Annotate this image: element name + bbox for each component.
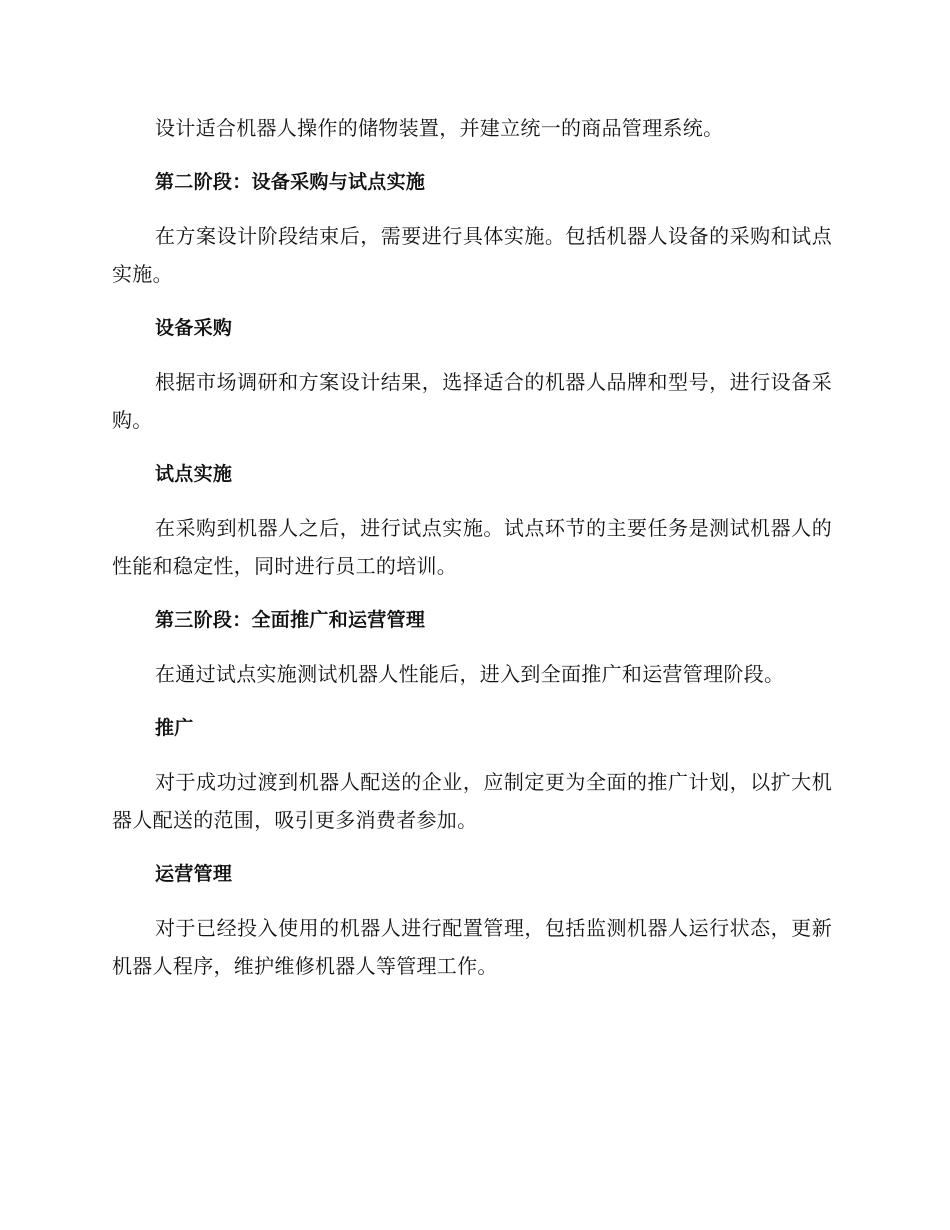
section-heading: 第三阶段：全面推广和运营管理 xyxy=(155,609,426,631)
paragraph: 在方案设计阶段结束后，需要进行具体实施。包括机器人设备的采购和试点实施。 xyxy=(112,224,832,286)
paragraph: 设计适合机器人操作的储物装置，并建立统一的商品管理系统。 xyxy=(155,116,724,140)
paragraph: 在通过试点实施测试机器人性能后，进入到全面推广和运营管理阶段。 xyxy=(155,662,785,686)
section-heading: 第二阶段：设备采购与试点实施 xyxy=(155,171,426,193)
paragraph: 在采购到机器人之后，进行试点实施。试点环节的主要任务是测试机器人的性能和稳定性，同时进行员工的培训。 xyxy=(112,516,832,578)
subsection-heading: 设备采购 xyxy=(155,317,233,339)
paragraph: 根据市场调研和方案设计结果，选择适合的机器人品牌和型号，进行设备采购。 xyxy=(112,370,832,432)
subsection-heading: 推广 xyxy=(155,717,194,739)
document-body xyxy=(112,109,832,985)
paragraph: 对于已经投入使用的机器人进行配置管理，包括监测机器人运行状态，更新机器人程序，维护维修机器人等管理工作。 xyxy=(112,916,832,978)
paragraph: 对于成功过渡到机器人配送的企业，应制定更为全面的推广计划，以扩大机器人配送的范围，吸引更多消费者参加。 xyxy=(112,770,832,832)
subsection-heading: 运营管理 xyxy=(155,863,233,885)
subsection-heading: 试点实施 xyxy=(155,463,233,485)
